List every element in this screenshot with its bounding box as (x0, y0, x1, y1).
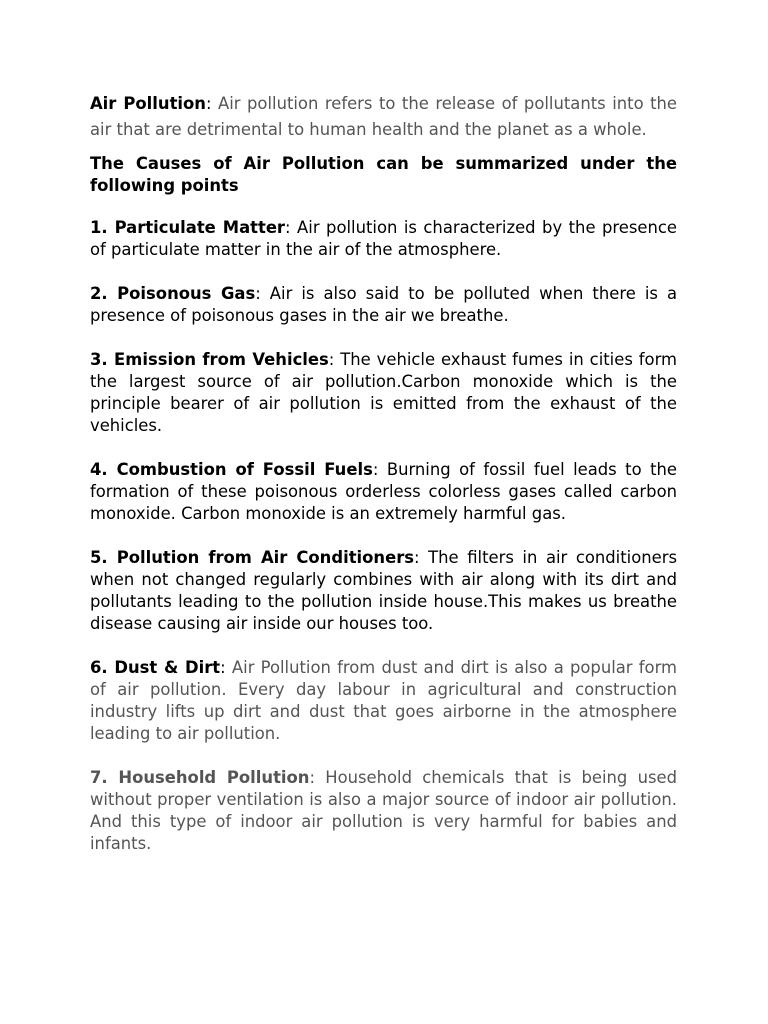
item-term: 6. Dust & Dirt (90, 658, 221, 677)
document-page (90, 91, 677, 855)
list-item-pollution-from-air-conditioners (90, 547, 677, 635)
list-item-combustion-of-fossil-fuels (90, 459, 677, 525)
item-text: The filters in air conditioners when not changed regularly combines with air along with its dirt and pollutants leading to the pollution inside house.This makes us breathe disease causing air inside our houses too. (90, 548, 677, 633)
item-term: 4. Combustion of Fossil Fuels (90, 460, 373, 479)
item-separator: : (414, 548, 420, 567)
item-text: Air is also said to be polluted when there is a presence of poisonous gases in the air we breathe. (90, 284, 678, 325)
list-item-poisonous-gas (90, 283, 677, 327)
list-item-emission-from-vehicles (90, 349, 677, 437)
intro-paragraph (90, 91, 677, 143)
item-separator: : (309, 768, 316, 787)
item-separator: : (372, 460, 379, 479)
item-term: 3. Emission from Vehicles (90, 350, 329, 369)
item-separator: : (255, 284, 261, 303)
intro-term: Air Pollution (90, 94, 206, 113)
item-separator: : (220, 658, 226, 677)
item-term: 2. Poisonous Gas (90, 284, 256, 303)
item-text: The vehicle exhaust fumes in cities form the largest source of air pollution.Carbon monoxide which is the principle bearer of air pollution is emitted from the exhaust of the vehicles. (90, 350, 677, 435)
list-item-particulate-matter (90, 217, 677, 261)
intro-text: Air pollution refers to the release of pollutants into the air that are detrimental to human health and the planet as a whole. (90, 94, 678, 139)
item-text: Household chemicals that is being used without proper ventilation is also a major source of indoor air pollution. And this type of indoor air pollution is very harmful for babies and infants. (90, 768, 677, 853)
item-text: Air pollution is characterized by the presence of particulate matter in the air of the atmosphere. (90, 218, 677, 259)
item-text: Air Pollution from dust and dirt is also a popular form of air pollution. Every day labour in agricultural and construction industry lifts up dirt and dust that goes airborne in the atmosphere leading to air pollution. (90, 658, 677, 743)
item-text: Burning of fossil fuel leads to the formation of these poisonous orderless colorless gases called carbon monoxide. Carbon monoxide is an extremely harmful gas. (90, 460, 677, 523)
item-term: 7. Household Pollution (90, 768, 310, 787)
item-separator: : (328, 350, 335, 369)
causes-heading: The Causes of Air Pollution can be summarized under the following points (90, 154, 677, 195)
item-term: 1. Particulate Matter (90, 218, 286, 237)
list-item-dust-and-dirt (90, 657, 677, 745)
item-separator: : (285, 218, 291, 237)
intro-separator: : (205, 94, 212, 113)
item-term: 5. Pollution from Air Conditioners (90, 548, 415, 567)
list-item-household-pollution (90, 767, 677, 855)
